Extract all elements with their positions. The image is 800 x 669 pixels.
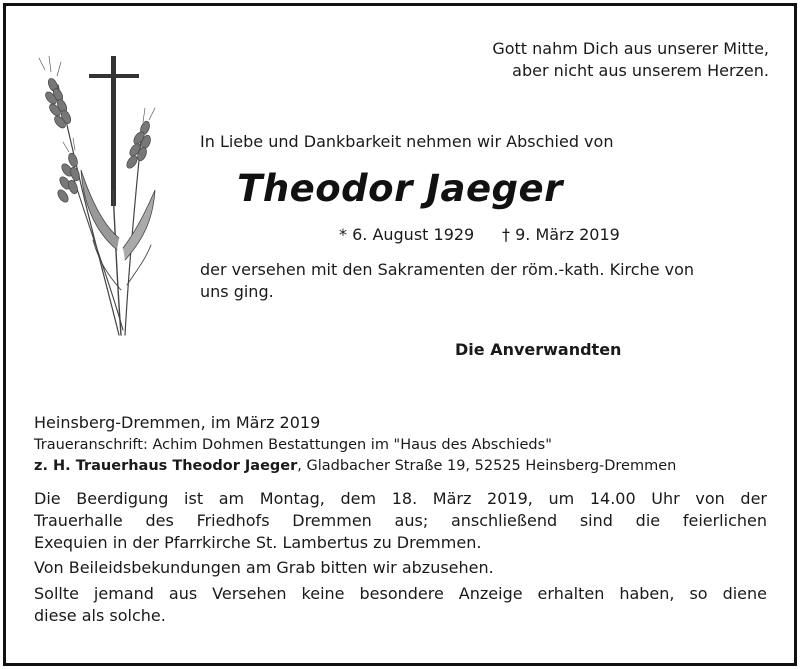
address-line-1: Traueranschrift: Achim Dohmen Bestattungen im "Haus des Abschieds" [34, 437, 552, 453]
condolences-text: Von Beileidsbekundungen am Grab bitten wir abzusehen. [34, 558, 494, 577]
place-date: Heinsberg-Dremmen, im März 2019 [34, 413, 321, 432]
sacraments-line-1: der versehen mit den Sakramenten der röm.-kath. Kirche von [200, 260, 695, 279]
birth-date: * 6. August 1929 [339, 225, 475, 244]
notice-line-1: Sollte jemand aus Versehen keine besondere Anzeige erhalten haben, so diene [34, 584, 767, 603]
address-line-2 [34, 457, 676, 476]
mourners: Die Anverwandten [455, 340, 622, 359]
funeral-line-3: Exequien in der Pfarrkirche St. Lambertus zu Dremmen. [34, 533, 482, 552]
motto-line-1: Gott nahm Dich aus unserer Mitte, [492, 39, 769, 58]
address-street: , Gladbacher Straße 19, 52525 Heinsberg-Dremmen [297, 458, 677, 474]
deceased-name: Theodor Jaeger [237, 167, 563, 210]
motto-line-2: aber nicht aus unserem Herzen. [512, 61, 769, 80]
address-house-name: z. H. Trauerhaus Theodor Jaeger [34, 458, 298, 474]
funeral-line-2: Trauerhalle des Friedhofs Dremmen aus; anschließend sind die feierlichen [34, 511, 767, 530]
death-date: † 9. März 2019 [502, 225, 620, 244]
funeral-line-1: Die Beerdigung ist am Montag, dem 18. März 2019, um 14.00 Uhr von der [34, 489, 767, 508]
sacraments-line-2: uns ging. [200, 282, 274, 301]
intro-text: In Liebe und Dankbarkeit nehmen wir Abschied von [200, 132, 614, 151]
notice-line-2: diese als solche. [34, 606, 166, 625]
